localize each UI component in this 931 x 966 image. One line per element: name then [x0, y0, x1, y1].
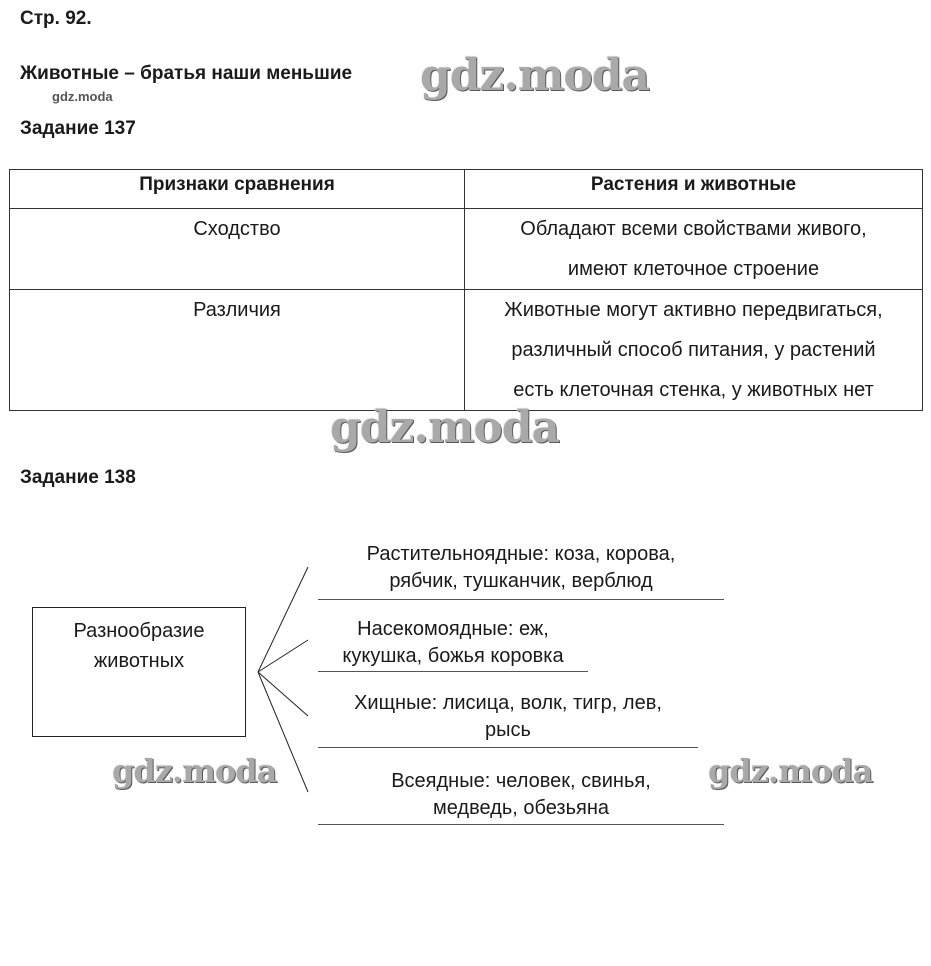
root-line: Разнообразие	[73, 620, 205, 642]
task-137-heading: Задание 137	[20, 118, 136, 139]
watermark: gdz.moda	[330, 402, 560, 453]
branch-line: кукушка, божья коровка	[342, 645, 564, 667]
branch-insectivores	[318, 616, 588, 670]
connector-line	[258, 672, 308, 716]
column-header: Растения и животные	[465, 170, 923, 209]
watermark: gdz.moda	[112, 752, 277, 790]
cell-line: различный способ питания, у растений	[511, 339, 876, 361]
cell-line: есть клеточная стенка, у животных нет	[513, 379, 874, 401]
column-header: Признаки сравнения	[10, 170, 465, 209]
watermark: gdz.moda	[708, 752, 873, 790]
branch-line: рысь	[485, 719, 531, 741]
watermark-small: gdz.moda	[52, 89, 113, 104]
underline-rule	[318, 824, 724, 825]
branch-line: рябчик, тушканчик, верблюд	[389, 570, 653, 592]
branch-herbivores	[318, 541, 724, 595]
diagram-root-box	[32, 607, 246, 737]
cell-line: Животные могут активно передвигаться,	[504, 299, 883, 321]
underline-rule	[318, 671, 588, 672]
page-number: Стр. 92.	[20, 8, 92, 29]
table-cell-feature: Сходство	[10, 209, 465, 290]
branch-line: Хищные: лисица, волк, тигр, лев,	[354, 692, 662, 714]
underline-rule	[318, 599, 724, 600]
table-cell-feature: Различия	[10, 290, 465, 411]
branch-omnivores	[318, 768, 724, 822]
branch-predators	[318, 690, 698, 744]
cell-line: Обладают всеми свойствами живого,	[520, 218, 867, 240]
branch-line: Всеядные: человек, свинья,	[391, 770, 651, 792]
section-title: Животные – братья наши меньшие	[20, 63, 353, 84]
watermark: gdz.moda	[420, 50, 650, 101]
underline-rule	[318, 747, 698, 748]
branch-line: Растительноядные: коза, корова,	[366, 543, 676, 565]
branch-line: медведь, обезьяна	[432, 797, 609, 819]
cell-line: имеют клеточное строение	[567, 258, 820, 280]
task-138-heading: Задание 138	[20, 467, 136, 488]
root-line: животных	[93, 650, 185, 672]
branch-line: Насекомоядные: еж,	[357, 618, 549, 640]
